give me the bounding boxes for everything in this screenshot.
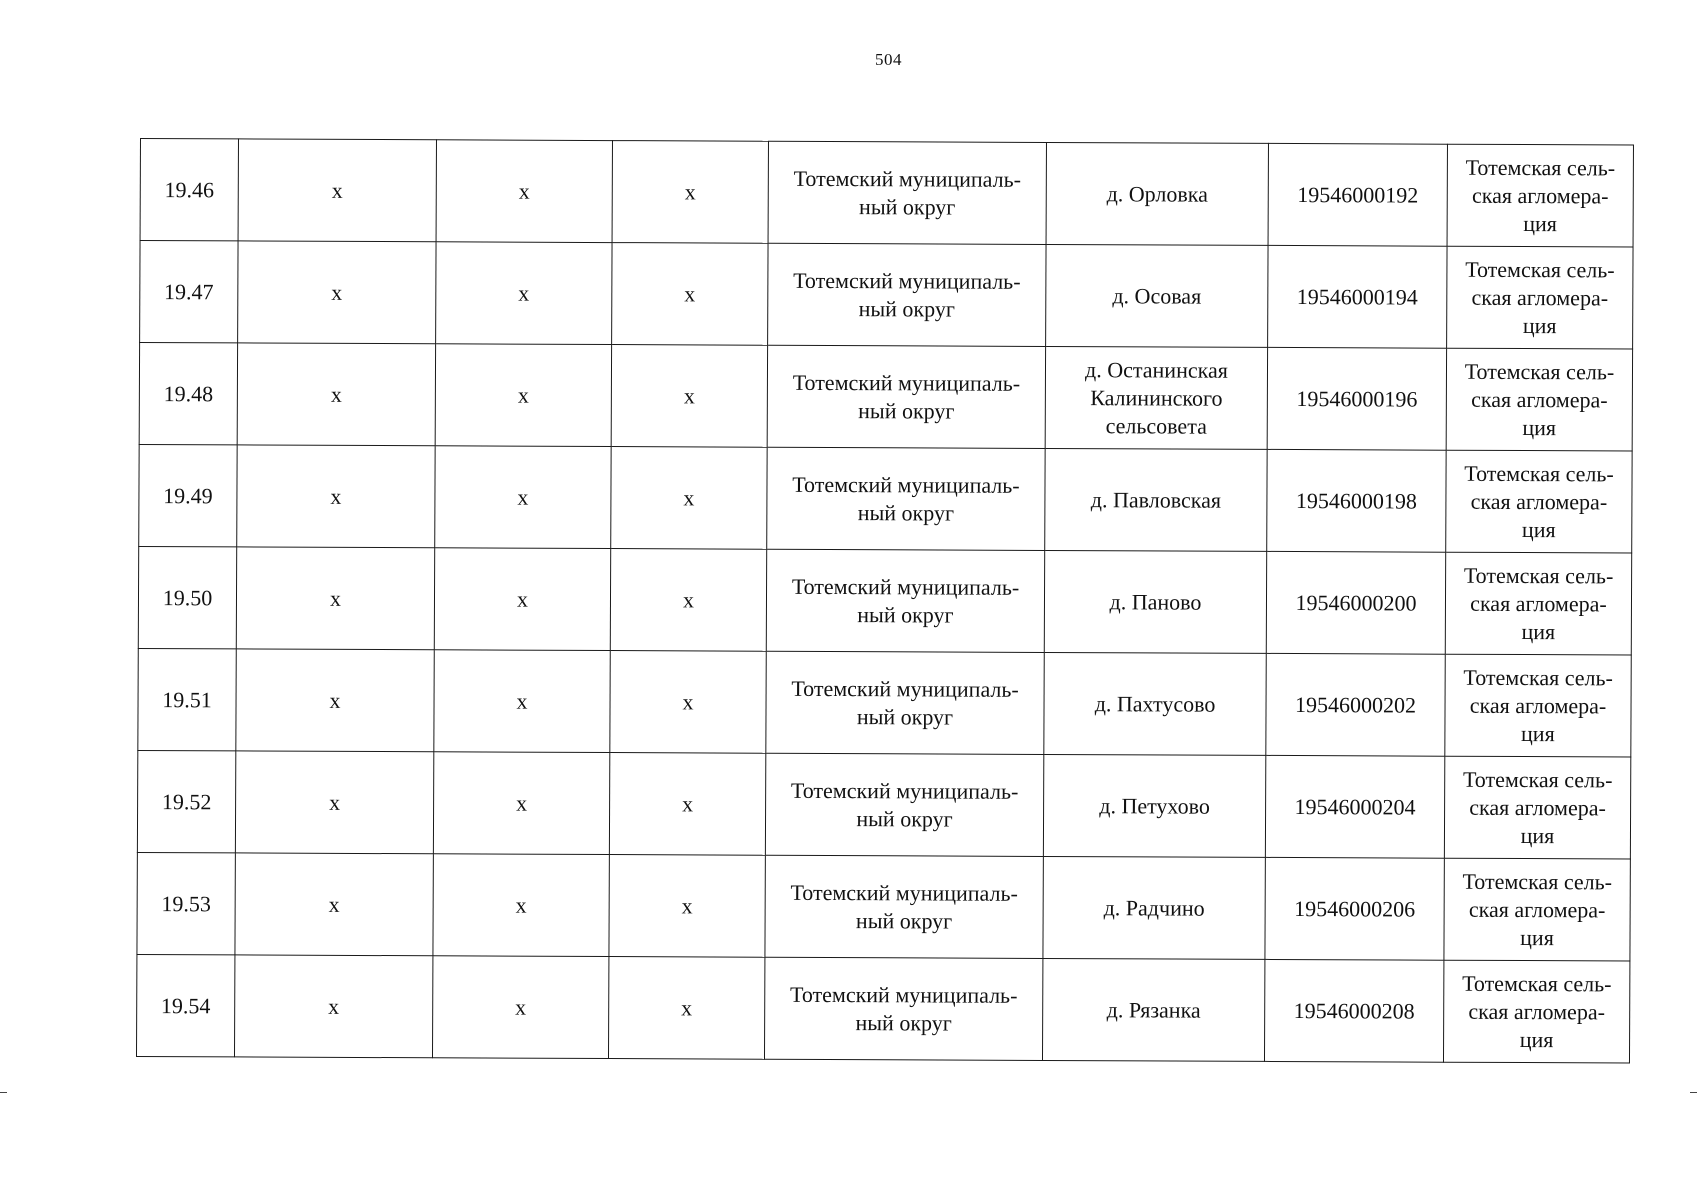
locality-name: д. Орловка [1046,142,1268,245]
row-number: 19.54 [136,954,234,1056]
registry-table-container [136,138,1633,1064]
row-number: 19.50 [138,546,236,648]
cell-x: x [434,650,610,753]
agglomeration: Тотемская сель- ская агломера- ция [1447,144,1633,247]
row-number: 19.51 [138,648,236,750]
cell-x: x [238,139,436,242]
cell-x: x [609,753,765,856]
oktmo-code: 19546000200 [1266,551,1445,654]
row-number: 19.46 [140,139,238,241]
cell-x: x [434,548,610,651]
cell-x: x [612,243,768,346]
agglomeration: Тотемская сель- ская агломера- ция [1446,348,1632,451]
agglomeration: Тотемская сель- ская агломера- ция [1444,756,1630,859]
locality-name: д. Останинская Калининского сельсовета [1045,346,1267,449]
cell-x: x [610,651,766,754]
table-row [137,852,1630,961]
cell-x: x [612,141,768,244]
cell-x: x [235,751,433,854]
row-number: 19.52 [137,750,235,852]
agglomeration: Тотемская сель- ская агломера- ция [1444,858,1630,961]
row-number: 19.48 [139,343,237,445]
cell-x: x [433,854,609,957]
locality-name: д. Павловская [1045,448,1267,551]
municipal-district: Тотемский муниципаль- ный округ [768,243,1046,346]
municipal-district: Тотемский муниципаль- ный округ [764,957,1042,1060]
agglomeration: Тотемская сель- ская агломера- ция [1447,246,1633,349]
page-number: 504 [875,50,902,69]
table-row [140,139,1633,248]
locality-name: д. Паново [1044,550,1266,653]
municipal-district: Тотемский муниципаль- ный округ [765,753,1043,856]
oktmo-code: 19546000192 [1268,143,1447,246]
cell-x: x [611,447,767,550]
cell-x: x [433,752,609,855]
municipal-district: Тотемский муниципаль- ный округ [768,141,1046,244]
cell-x: x [235,853,433,956]
oktmo-code: 19546000198 [1267,449,1446,552]
locality-name: д. Осовая [1046,244,1268,347]
cell-x: x [432,956,608,1059]
municipal-district: Тотемский муниципаль- ный округ [767,345,1045,448]
cell-x: x [236,547,434,650]
municipal-district: Тотемский муниципаль- ный округ [767,447,1045,550]
oktmo-code: 19546000204 [1265,755,1444,858]
cell-x: x [237,445,435,548]
oktmo-code: 19546000206 [1265,857,1444,960]
locality-name: д. Пахтусово [1044,652,1266,755]
table-row [139,343,1632,452]
cell-x: x [436,242,612,345]
table-row [139,444,1632,553]
cell-x: x [236,649,434,752]
row-number: 19.49 [139,444,237,546]
locality-name: д. Петухово [1043,754,1265,857]
table-row [140,241,1633,350]
table-row [137,750,1630,859]
agglomeration: Тотемская сель- ская агломера- ция [1446,450,1632,553]
cell-x: x [611,345,767,448]
cell-x: x [237,343,435,446]
agglomeration: Тотемская сель- ская агломера- ция [1445,552,1631,655]
row-number: 19.53 [137,852,235,954]
municipal-district: Тотемский муниципаль- ный округ [766,651,1044,754]
cell-x: x [609,855,765,958]
cell-x: x [610,549,766,652]
locality-name: д. Рязанка [1042,958,1264,1061]
agglomeration: Тотемская сель- ская агломера- ция [1445,654,1631,757]
row-number: 19.47 [140,241,238,343]
table-row [138,648,1631,757]
oktmo-code: 19546000208 [1264,959,1443,1062]
table-row [138,546,1631,655]
oktmo-code: 19546000194 [1268,245,1447,348]
scan-edge-mark [1690,1092,1697,1093]
locality-name: д. Радчино [1043,856,1265,959]
municipal-district: Тотемский муниципаль- ный округ [765,855,1043,958]
agglomeration: Тотемская сель- ская агломера- ция [1443,960,1629,1063]
cell-x: x [234,955,432,1058]
cell-x: x [435,446,611,549]
cell-x: x [238,241,436,344]
cell-x: x [436,140,612,243]
cell-x: x [608,957,764,1060]
scan-edge-mark [0,1092,7,1093]
cell-x: x [435,344,611,447]
table-row [136,954,1629,1063]
municipal-district: Тотемский муниципаль- ный округ [766,549,1044,652]
registry-table [136,138,1634,1064]
oktmo-code: 19546000196 [1267,347,1446,450]
oktmo-code: 19546000202 [1266,653,1445,756]
